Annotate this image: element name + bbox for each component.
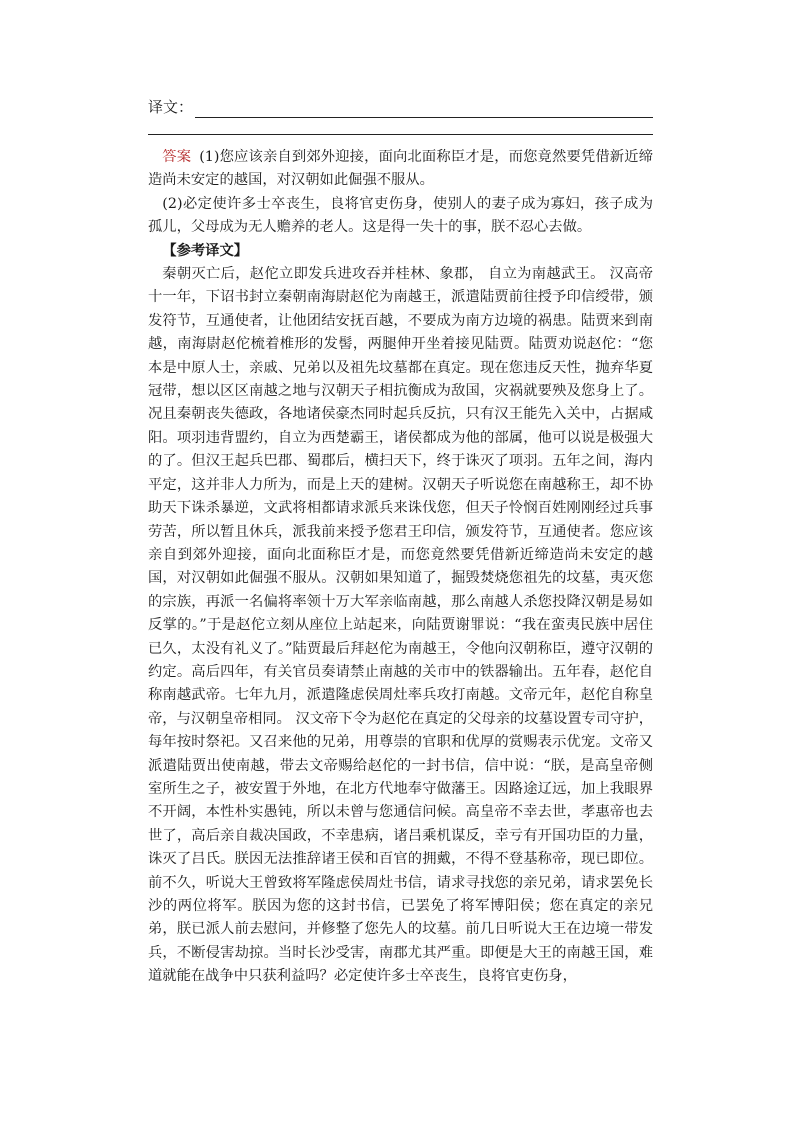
translation-answer-line-1 — [195, 101, 653, 118]
answer-item-1-text: (1)您应该亲自到郊外迎接，面向北面称臣才是，而您竟然要凭借新近缔造尚未安定的越国，对汉朝如此倔强不服从。 — [148, 149, 654, 189]
answer-label: 答案 — [162, 149, 192, 165]
answer-item-1 — [148, 146, 653, 193]
translation-answer-line-2 — [148, 134, 653, 135]
reference-paragraph: 秦朝灭亡后，赵佗立即发兵进攻吞并桂林、象郡， 自立为南越武王。 汉高帝十一年，下诏书封立秦朝南海尉赵佗为南越王，派遣陆贾前往授予印信绶带，颁发符节，互通使者，让他团结安抚百越，不要成为南方边境的祸患。陆贾来到南越，南海尉赵佗梳着椎形的发髻，两腿伸开坐着接见陆贾。陆贾劝说赵佗：“您本是中原人士，亲戚、兄弟以及祖先坟墓都在真定。现在您违反天性，抛弃华夏冠带，想以区区南越之地与汉朝天子相抗衡成为敌国，灾祸就要殃及您身上了。况且秦朝丧失德政，各地诸侯豪杰同时起兵反抗，只有汉王能先入关中，占据咸阳。项羽违背盟约，自立为西楚霸王，诸侯都成为他的部属，他可以说是极强大的了。但汉王起兵巴郡、蜀郡后，横扫天下，终于诛灭了项羽。五年之间，海内平定，这并非人力所为，而是上天的建树。汉朝天子听说您在南越称王，却不协助天下诛杀暴逆，文武将相都请求派兵来诛伐您，但天子怜悯百姓刚刚经过兵事劳苦，所以暂且休兵，派我前来授予您君王印信，颁发符节，互通使者。您应该亲自到郊外迎接，面向北面称臣才是，而您竟然要凭借新近缔造尚未安定的越国，对汉朝如此倔强不服从。汉朝如果知道了，掘毁焚烧您祖先的坟墓，夷灭您的宗族，再派一名偏将率领十万大军亲临南越，那么南越人杀您投降汉朝是易如反掌的。”于是赵佗立刻从座位上站起来，向陆贾谢罪说：“我在蛮夷民族中居住已久，太没有礼义了。”陆贾最后拜赵佗为南越王，令他向汉朝称臣，遵守汉朝的约定。高后四年，有关官员奏请禁止南越的关市中的铁器输出。五年春，赵佗自称南越武帝。七年九月，派遣隆虑侯周灶率兵攻打南越。文帝元年，赵佗自称皇帝，与汉朝皇帝相同。 汉文帝下令为赵佗在真定的父母亲的坟墓设置专司守护，每年按时祭祀。又召来他的兄弟，用尊崇的官职和优厚的赏赐表示优宠。文帝又派遣陆贾出使南越，带去文帝赐给赵佗的一封书信，信中说：“朕，是高皇帝侧室所生之子，被安置于外地，在北方代地奉守做藩王。因路途辽远，加上我眼界不开阔，本性朴实愚钝，所以未曾与您通信问候。高皇帝不幸去世，孝惠帝也去世了，高后亲自裁决国政，不幸患病，诸吕乘机谋反，幸亏有开国功臣的力量，诛灭了吕氏。朕因无法推辞诸王侯和百官的拥戴，不得不登基称帝，现已即位。前不久，听说大王曾致将军隆虑侯周灶书信，请求寻找您的亲兄弟，请求罢免长沙的两位将军。朕因为您的这封书信，已罢免了将军博阳侯；您在真定的亲兄弟，朕已派人前去慰问，并修整了您先人的坟墓。前几日听说大王在边境一带发兵，不断侵害劫掠。当时长沙受害，南郡尤其严重。即便是大王的南越王国，难道就能在战争中只获利益吗？必定使许多士卒丧生，良将官吏伤身， — [148, 266, 653, 985]
document-body — [148, 146, 653, 989]
answer-item-2: (2)必定使许多士卒丧生，良将官吏伤身，使别人的妻子成为寡妇，孩子成为孤儿，父母成为无人赡养的老人。这是得一失十的事，朕不忍心去做。 — [148, 195, 653, 236]
translation-label: 译文： — [148, 98, 194, 116]
translation-row — [148, 96, 653, 118]
reference-title: 【参考译文】 — [162, 242, 249, 259]
